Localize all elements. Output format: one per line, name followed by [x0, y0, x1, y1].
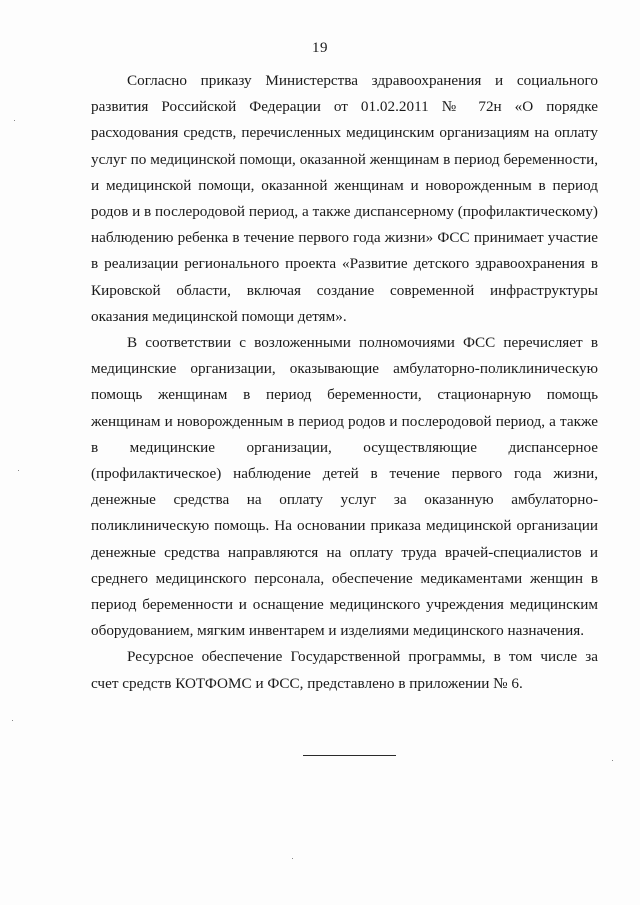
scan-speck [292, 858, 293, 859]
scan-speck [612, 760, 613, 761]
document-body [91, 68, 598, 697]
scan-speck [12, 720, 13, 721]
end-separator-line [303, 755, 396, 756]
scan-speck [14, 120, 15, 121]
scan-speck [18, 470, 19, 471]
paragraph-2: В соответствии с возложенными полномочиями ФСС перечисляет в медицинские организации, оказывающие амбулаторно-поликлиническую помощь женщинам в период беременности, стационарную помощь женщинам и новорожденным в период родов и послеродовой период, а также в медицинские организации, осуществляющие диспансерное (профилактическое) наблюдение детей в течение первого года жизни, денежные средства на оплату услуг за оказанную амбулаторно-поликлиническую помощь. На основании приказа медицинской организации денежные средства направляются на оплату труда врачей-специалистов и среднего медицинского персонала, обеспечение медикаментами женщин в период беременности и оснащение медицинского учреждения медицинским оборудованием, мягким инвентарем и изделиями медицинского назначения. [91, 334, 598, 640]
page-number: 19 [312, 40, 328, 56]
paragraph-3: Ресурсное обеспечение Государственной программы, в том числе за счет средств КОТФОМС и ФСС, представлено в приложении № 6. [91, 648, 598, 692]
paragraph-1: Согласно приказу Министерства здравоохранения и социального развития Российской Федерации от 01.02.2011 № 72н «О порядке расходования средств, перечисленных медицинским организациям на оплату услуг по медицинской помощи, оказанной женщинам в период беременности, и медицинской помощи, оказанной женщинам и новорожденным в период родов и в послеродовой период, а также диспансерному (профилактическому) наблюдению ребенка в течение первого года жизни» ФСС принимает участие в реализации регионального проекта «Развитие детского здравоохранения в Кировской области, включая создание современной инфраструктуры оказания медицинской помощи детям». [91, 72, 598, 325]
